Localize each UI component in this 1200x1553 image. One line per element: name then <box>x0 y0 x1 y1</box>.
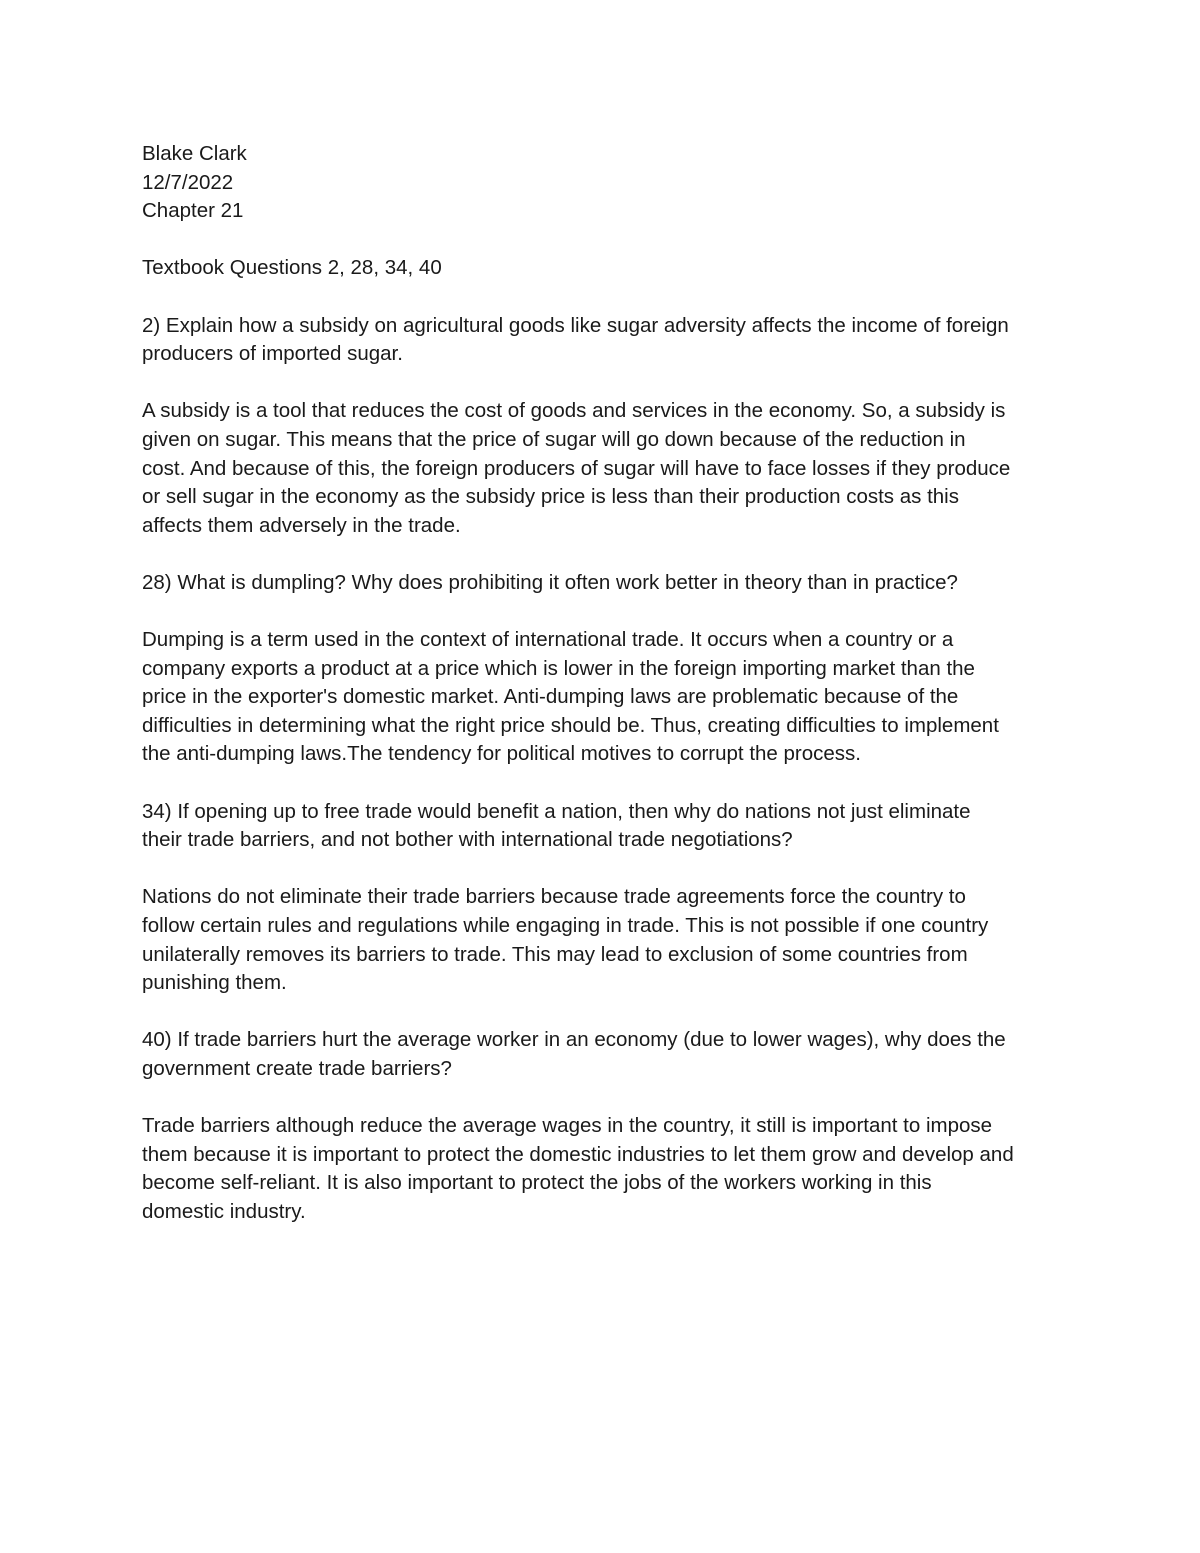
question-line: their trade barriers, and not bother with international trade negotiations? <box>142 828 793 852</box>
question-block <box>142 312 1072 369</box>
answer-line: Dumping is a term used in the context of international trade. It occurs when a country or a <box>142 628 954 652</box>
answer-block <box>142 397 1072 540</box>
answer-line: them because it is important to protect the domestic industries to let them grow and develop and <box>142 1142 1014 1166</box>
question-line: 40) If trade barriers hurt the average worker in an economy (due to lower wages), why does the <box>142 1028 1006 1052</box>
answer-line: Trade barriers although reduce the average wages in the country, it still is important to impose <box>142 1114 993 1138</box>
answer-line: A subsidy is a tool that reduces the cost of goods and services in the economy. So, a subsidy is <box>142 399 1006 423</box>
assignment-title: Textbook Questions 2, 28, 34, 40 <box>142 256 442 280</box>
document-date: 12/7/2022 <box>142 170 234 194</box>
question-block <box>142 798 1072 855</box>
answer-line: the anti-dumping laws.The tendency for political motives to corrupt the process. <box>142 742 861 766</box>
answer-line: follow certain rules and regulations while engaging in trade. This is not possible if one country <box>142 914 989 938</box>
answer-line: domestic industry. <box>142 1199 306 1223</box>
question-line: 28) What is dumpling? Why does prohibiting it often work better in theory than in practice? <box>142 570 958 594</box>
author-name: Blake Clark <box>142 142 247 165</box>
answer-line: affects them adversely in the trade. <box>142 513 461 537</box>
question-line: producers of imported sugar. <box>142 342 403 366</box>
answer-line: or sell sugar in the economy as the subsidy price is less than their production costs as this <box>142 485 959 509</box>
question-line: 2) Explain how a subsidy on agricultural goods like sugar adversity affects the income of foreign <box>142 313 1009 337</box>
answer-block <box>142 626 1072 769</box>
spacer <box>142 998 1072 1027</box>
document-page <box>142 140 1072 1227</box>
spacer <box>142 598 1072 627</box>
spacer <box>142 369 1072 398</box>
header-block <box>142 140 1072 226</box>
answer-line: price in the exporter's domestic market. Anti-dumping laws are problematic because of the <box>142 685 959 709</box>
answer-line: punishing them. <box>142 971 287 995</box>
chapter-label: Chapter 21 <box>142 199 244 223</box>
question-block <box>142 569 1072 598</box>
spacer <box>142 283 1072 312</box>
answer-block <box>142 883 1072 997</box>
answer-block <box>142 1112 1072 1226</box>
spacer <box>142 226 1072 255</box>
answer-line: become self-reliant. It is also important to protect the jobs of the workers working in this <box>142 1171 932 1195</box>
spacer <box>142 769 1072 798</box>
question-line: 34) If opening up to free trade would benefit a nation, then why do nations not just eliminate <box>142 799 971 823</box>
spacer <box>142 540 1072 569</box>
answer-line: difficulties in determining what the right price should be. Thus, creating difficulties to implement <box>142 713 999 737</box>
answer-line: Nations do not eliminate their trade barriers because trade agreements force the country to <box>142 885 966 909</box>
answer-line: unilaterally removes its barriers to trade. This may lead to exclusion of some countries from <box>142 942 968 966</box>
answer-line: cost. And because of this, the foreign producers of sugar will have to face losses if they produce <box>142 456 1011 480</box>
spacer <box>142 1084 1072 1113</box>
answer-line: given on sugar. This means that the price of sugar will go down because of the reduction in <box>142 427 966 451</box>
spacer <box>142 855 1072 884</box>
question-line: government create trade barriers? <box>142 1057 452 1080</box>
answer-line: company exports a product at a price which is lower in the foreign importing market than the <box>142 656 975 680</box>
question-block <box>142 1026 1072 1083</box>
